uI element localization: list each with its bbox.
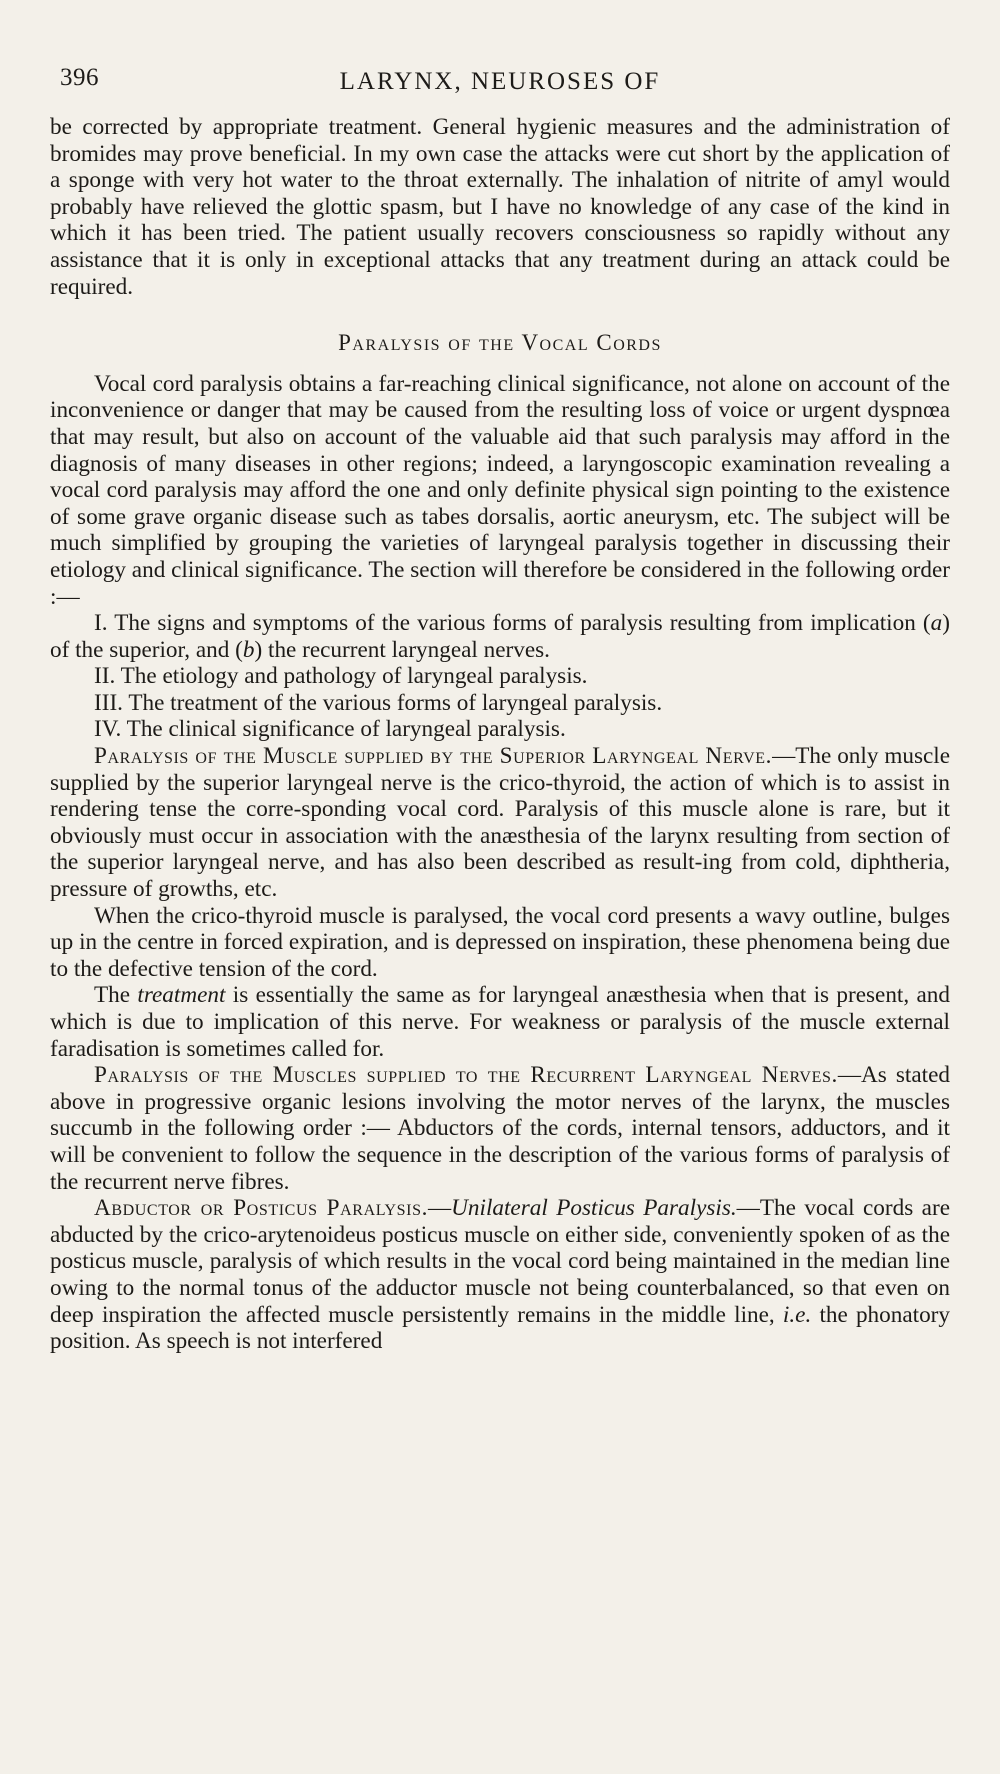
list-item-i-mid: ) of the superior, and ( [50, 610, 950, 663]
section-title: Paralysis of the Vocal Cords [338, 330, 662, 356]
subheading-posticus: Abductor or Posticus Paralysis. [94, 1195, 428, 1222]
paragraph-posticus [50, 1195, 950, 1355]
list-item-i-tail: ) the recurrent laryngeal nerves. [254, 636, 550, 663]
paragraph-posticus-text: The vocal cords are abducted by the crico-arytenoideus posticus muscle on either side, conveniently spoken of as the posticus muscle, paralysis of which results in the vocal cord being maintained in the median line owing to the normal tonus of the adductor muscle not being counterbalanced, so that even on deep inspiration the affected muscle persistently remains in the middle line, [50, 1195, 950, 1328]
list-item-iii: III. The treatment of the various forms of laryngeal paralysis. [94, 689, 663, 716]
list-item-i-lead: I. The signs and symptoms of the various forms of paralysis resulting from implication ( [94, 610, 931, 637]
list-item-ii: II. The etiology and pathology of laryngeal paralysis. [94, 663, 588, 690]
subheading-superior-nerve: Paralysis of the Muscle supplied by the Superior Laryngeal Nerve. [94, 743, 773, 770]
paragraph-treatment-emphasis: treatment [137, 982, 226, 1009]
book-page [50, 60, 950, 1740]
paragraph-treatment-text: is essentially the same as for laryngeal anæsthesia when that is present, and which is due to implication of this nerve. For weakness or paralysis of the muscle external faradisation is sometimes called for. [50, 982, 950, 1062]
dash: — [427, 1195, 452, 1222]
paragraph-recurrent-nerves [50, 1062, 950, 1195]
list-item-i [50, 610, 950, 663]
dash: — [736, 1195, 760, 1222]
list-item-i-a: a [930, 610, 943, 637]
paragraph-superior-nerve-text: —The only muscle supplied by the superior laryngeal nerve is the crico-thyroid, the action of which is to assist in rendering tense the corre-sponding vocal cord. Paralysis of this muscle alone is rare, but it obviously must occur in association with the anæsthesia of the larynx resulting from section of the superior laryngeal nerve, and has also been described as result-ing from cold, diphtheria, pressure of growths, etc. [50, 743, 950, 903]
abbreviation-ie: i.e. [782, 1301, 812, 1328]
list-item-i-b: b [242, 636, 255, 663]
page-body [50, 114, 950, 1355]
paragraph-superior-nerve [50, 743, 950, 903]
page-header [50, 60, 950, 100]
paragraph-intro: Vocal cord paralysis obtains a far-reaching clinical significance, not alone on account of the inconvenience or danger that may be caused from the resulting loss of voice or urgent dyspnœa that may result, but also on account of the valuable aid that such paralysis may afford in the diagnosis of many diseases in other regions; indeed, a laryngoscopic examination revealing a vocal cord paralysis may afford the one and only definite physical sign pointing to the existence of some grave organic disease such as tabes dorsalis, aortic aneurysm, etc. The subject will be much simplified by grouping the varieties of laryngeal paralysis together in discussing their etiology and clinical significance. The section will therefore be considered in the following order :— [50, 370, 950, 610]
paragraph-treatment-lead: The [94, 982, 138, 1009]
paragraph-continuation: be corrected by appropriate treatment. General hygienic measures and the administration of bromides may prove beneficial. In my own case the attacks were cut short by the application of a sponge with very hot water to the throat externally. The inhalation of nitrite of amyl would probably have relieved the glottic spasm, but I have no knowledge of any case of the kind in which it has been tried. The patient usually recovers consciousness so rapidly without any assistance that it is only in exceptional attacks that any treatment during an attack could be required. [50, 114, 950, 300]
list-item-iv: IV. The clinical significance of laryngeal paralysis. [94, 716, 566, 743]
paragraph-treatment [50, 982, 950, 1062]
running-title: LARYNX, NEUROSES OF [339, 68, 661, 95]
page-number: 396 [60, 64, 99, 91]
paragraph-recurrent-nerves-text: —As stated above in progressive organic lesions involving the motor nerves of the larynx, the muscles succumb in the following order :— Abductors of the cords, internal tensors, adductors, and it will be convenient to follow the sequence in the description of the various forms of paralysis of the recurrent nerve fibres. [50, 1062, 950, 1195]
paragraph-posticus-tail: the phonatory position. As speech is not interfered [50, 1301, 950, 1355]
subheading-recurrent-nerves: Paralysis of the Muscles supplied to the Recurrent Laryngeal Nerves. [94, 1062, 838, 1089]
paragraph-crico-thyroid: When the crico-thyroid muscle is paralysed, the vocal cord presents a wavy outline, bulges up in the centre in forced expiration, and is depressed on inspiration, these phenomena being due to the defective tension of the cord. [50, 902, 950, 982]
subheading-unilateral: Unilateral Posticus Paralysis. [451, 1195, 737, 1222]
